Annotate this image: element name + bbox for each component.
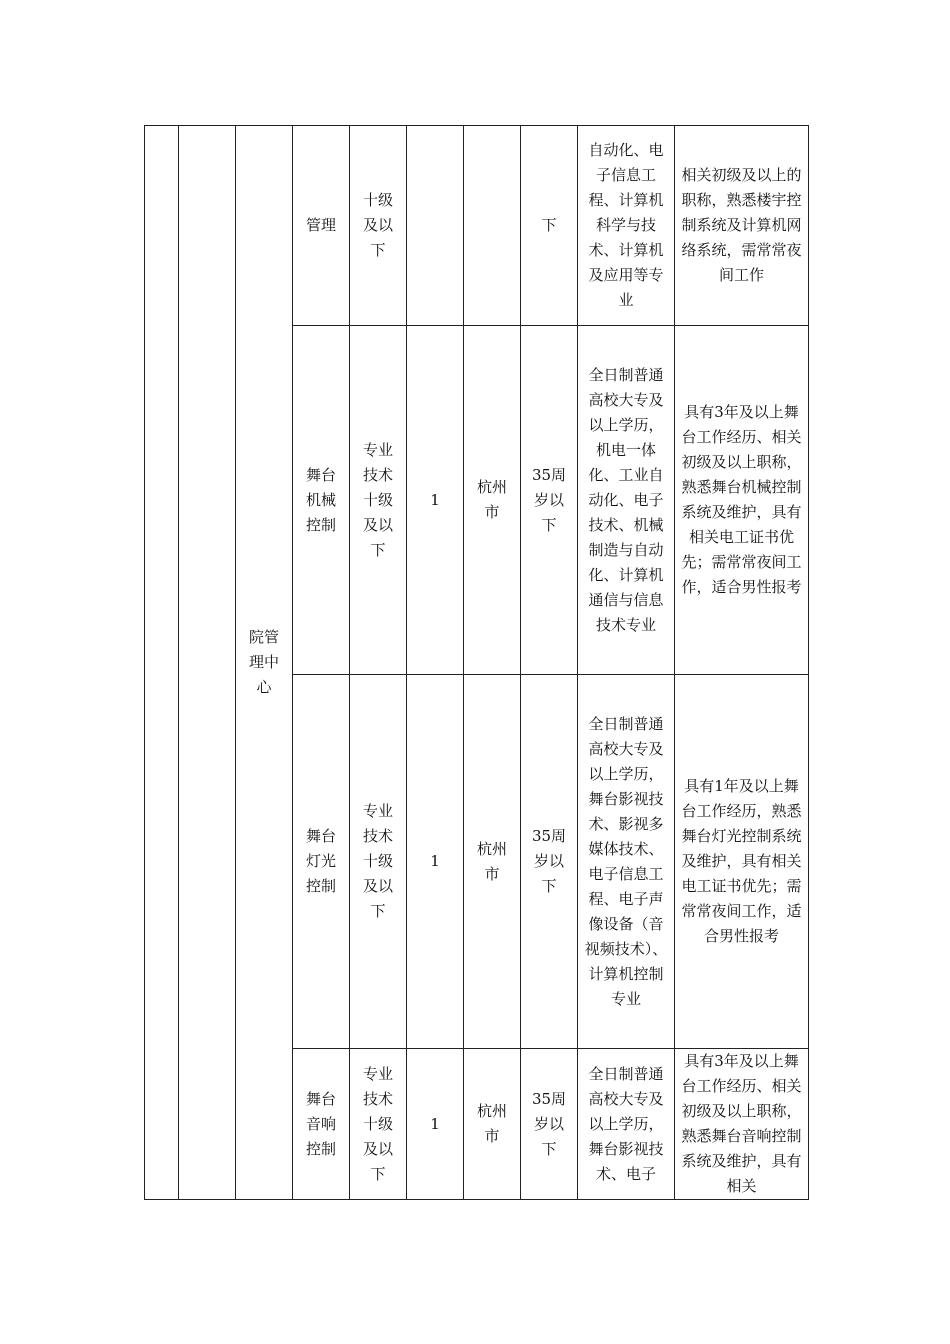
grade-cell: 专业技术十级及以下 (350, 326, 407, 675)
location-cell: 杭州市 (464, 1049, 521, 1200)
location-cell (464, 126, 521, 326)
age-cell: 下 (521, 126, 578, 326)
department-cell: 院管理中心 (236, 126, 293, 1200)
blank-cell (145, 126, 179, 1200)
age-cell: 35周岁以下 (521, 675, 578, 1049)
location-cell: 杭州市 (464, 675, 521, 1049)
grade-cell: 十级及以下 (350, 126, 407, 326)
requirements-cell: 相关初级及以上的职称，熟悉楼宇控制系统及计算机网络系统，需常常夜间工作 (675, 126, 809, 326)
education-cell: 全日制普通高校大专及以上学历，机电一体化、工业自动化、电子技术、机械制造与自动化、计算机通信与信息技术专业 (578, 326, 675, 675)
education-cell: 全日制普通高校大专及以上学历，舞台影视技术、电子 (578, 1049, 675, 1200)
age-cell: 35周岁以下 (521, 326, 578, 675)
requirements-cell: 具有3年及以上舞台工作经历、相关初级及以上职称，熟悉舞台机械控制系统及维护，具有相关电工证书优先；需常常夜间工作，适合男性报考 (675, 326, 809, 675)
position-cell: 舞台灯光控制 (293, 675, 350, 1049)
grade-cell: 专业技术十级及以下 (350, 1049, 407, 1200)
position-cell: 舞台音响控制 (293, 1049, 350, 1200)
position-cell: 管理 (293, 126, 350, 326)
table-row (145, 126, 809, 326)
requirements-cell: 具有3年及以上舞台工作经历、相关初级及以上职称，熟悉舞台音响控制系统及维护，具有相关 (675, 1049, 809, 1200)
count-cell (407, 126, 464, 326)
grade-cell: 专业技术十级及以下 (350, 675, 407, 1049)
count-cell: 1 (407, 326, 464, 675)
recruitment-table (144, 125, 809, 1200)
education-cell: 自动化、电子信息工程、计算机科学与技术、计算机及应用等专业 (578, 126, 675, 326)
count-cell: 1 (407, 675, 464, 1049)
count-cell: 1 (407, 1049, 464, 1200)
education-cell: 全日制普通高校大专及以上学历，舞台影视技术、影视多媒体技术、电子信息工程、电子声像设备（音视频技术）、计算机控制专业 (578, 675, 675, 1049)
requirements-cell: 具有1年及以上舞台工作经历，熟悉舞台灯光控制系统及维护，具有相关电工证书优先；需常常夜间工作，适合男性报考 (675, 675, 809, 1049)
blank-cell (179, 126, 236, 1200)
location-cell: 杭州市 (464, 326, 521, 675)
age-cell: 35周岁以下 (521, 1049, 578, 1200)
position-cell: 舞台机械控制 (293, 326, 350, 675)
